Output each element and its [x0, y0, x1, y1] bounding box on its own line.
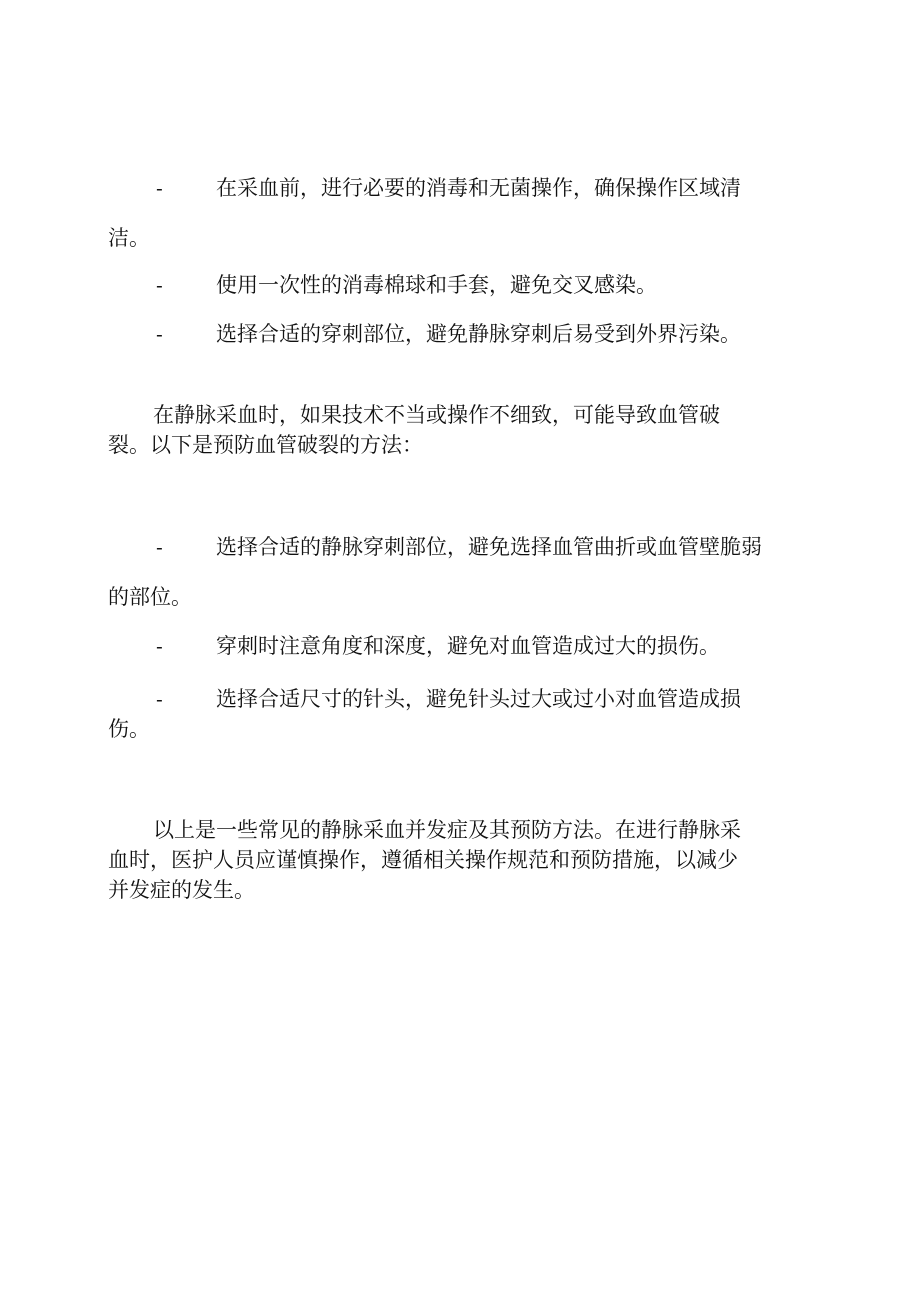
- bullet-dash: -: [156, 687, 163, 711]
- bullet-dash: -: [156, 273, 163, 297]
- paragraph-line: 以上是一些常见的静脉采血并发症及其预防方法。在进行静脉采: [153, 818, 741, 842]
- bullet-continuation: 洁。: [108, 226, 150, 250]
- bullet-continuation: 伤。: [108, 717, 150, 741]
- bullet-dash: -: [156, 634, 163, 658]
- bullet-text: 选择合适尺寸的针头，避免针头过大或过小对血管造成损: [216, 687, 741, 711]
- bullet-dash: -: [156, 322, 163, 346]
- bullet-text: 使用一次性的消毒棉球和手套，避免交叉感染。: [216, 273, 657, 297]
- paragraph-line: 血时，医护人员应谨慎操作，遵循相关操作规范和预防措施，以减少: [108, 848, 738, 872]
- bullet-dash: -: [156, 176, 163, 200]
- paragraph-line: 在静脉采血时，如果技术不当或操作不细致，可能导致血管破: [153, 403, 720, 427]
- bullet-text: 穿刺时注意角度和深度，避免对血管造成过大的损伤。: [216, 634, 720, 658]
- bullet-text: 选择合适的静脉穿刺部位，避免选择血管曲折或血管壁脆弱: [216, 535, 762, 559]
- paragraph-line: 裂。以下是预防血管破裂的方法：: [108, 433, 423, 457]
- bullet-continuation: 的部位。: [108, 585, 192, 609]
- bullet-dash: -: [156, 535, 163, 559]
- paragraph-line: 并发症的发生。: [108, 878, 255, 902]
- bullet-text: 选择合适的穿刺部位，避免静脉穿刺后易受到外界污染。: [216, 322, 741, 346]
- bullet-text: 在采血前，进行必要的消毒和无菌操作，确保操作区域清: [216, 176, 741, 200]
